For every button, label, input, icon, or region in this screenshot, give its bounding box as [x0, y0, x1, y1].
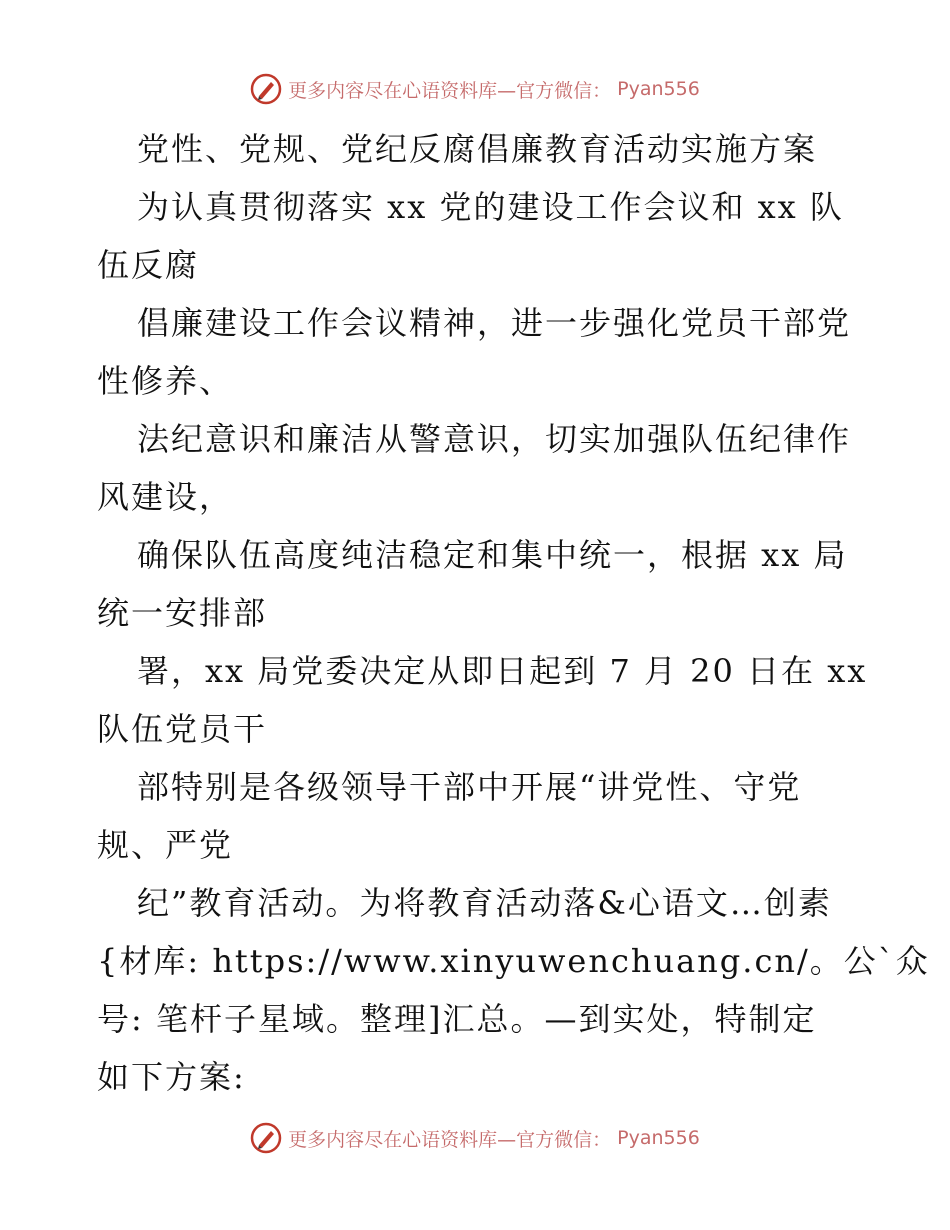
paragraph-line: 部特别是各级领导干部中开展“讲党性、守党 [137, 768, 802, 806]
watermark-handle: Pyan556 [617, 1127, 700, 1149]
paragraph-line: 为认真贯彻落实 xx 党的建设工作会议和 xx 队 [137, 188, 844, 226]
watermark-footer [0, 1122, 950, 1154]
document-title: 党性、党规、党纪反腐倡廉教育活动实施方案 [137, 130, 818, 168]
paragraph-line: 号: 笔杆子星域。整理]汇总。—到实处，特制定 [97, 1000, 817, 1038]
pen-logo-icon [250, 1122, 282, 1154]
paragraph-line: 纪”教育活动。为将教育活动落&心语文…创素 [137, 884, 832, 922]
paragraph-line: 队伍党员干 [97, 710, 268, 748]
paragraph-line: 署，xx 局党委决定从即日起到 7 月 20 日在 xx [137, 652, 868, 690]
paragraph-line: 如下方案: [97, 1058, 246, 1096]
pen-logo-icon [250, 73, 282, 105]
watermark-handle: Pyan556 [617, 78, 700, 100]
watermark-text: 更多内容尽在心语资料库—官方微信： [288, 79, 612, 102]
paragraph-line: {材库: https://www.xinyuwenchuang.cn/。公`众 [97, 942, 930, 980]
watermark-header [0, 73, 950, 105]
paragraph-line: 确保队伍高度纯洁稳定和集中统一，根据 xx 局 [137, 536, 848, 574]
paragraph-line: 法纪意识和廉洁从警意识，切实加强队伍纪律作 [137, 420, 852, 458]
paragraph-line: 伍反腐 [97, 246, 200, 284]
paragraph-line: 倡廉建设工作会议精神，进一步强化党员干部党 [137, 304, 852, 342]
paragraph-line: 规、严党 [97, 826, 234, 864]
paragraph-line: 性修养、 [97, 362, 234, 400]
document-body [97, 120, 930, 1106]
paragraph-line: 统一安排部 [97, 594, 268, 632]
watermark-text: 更多内容尽在心语资料库—官方微信： [288, 1128, 612, 1151]
paragraph-line: 风建设， [97, 478, 234, 516]
